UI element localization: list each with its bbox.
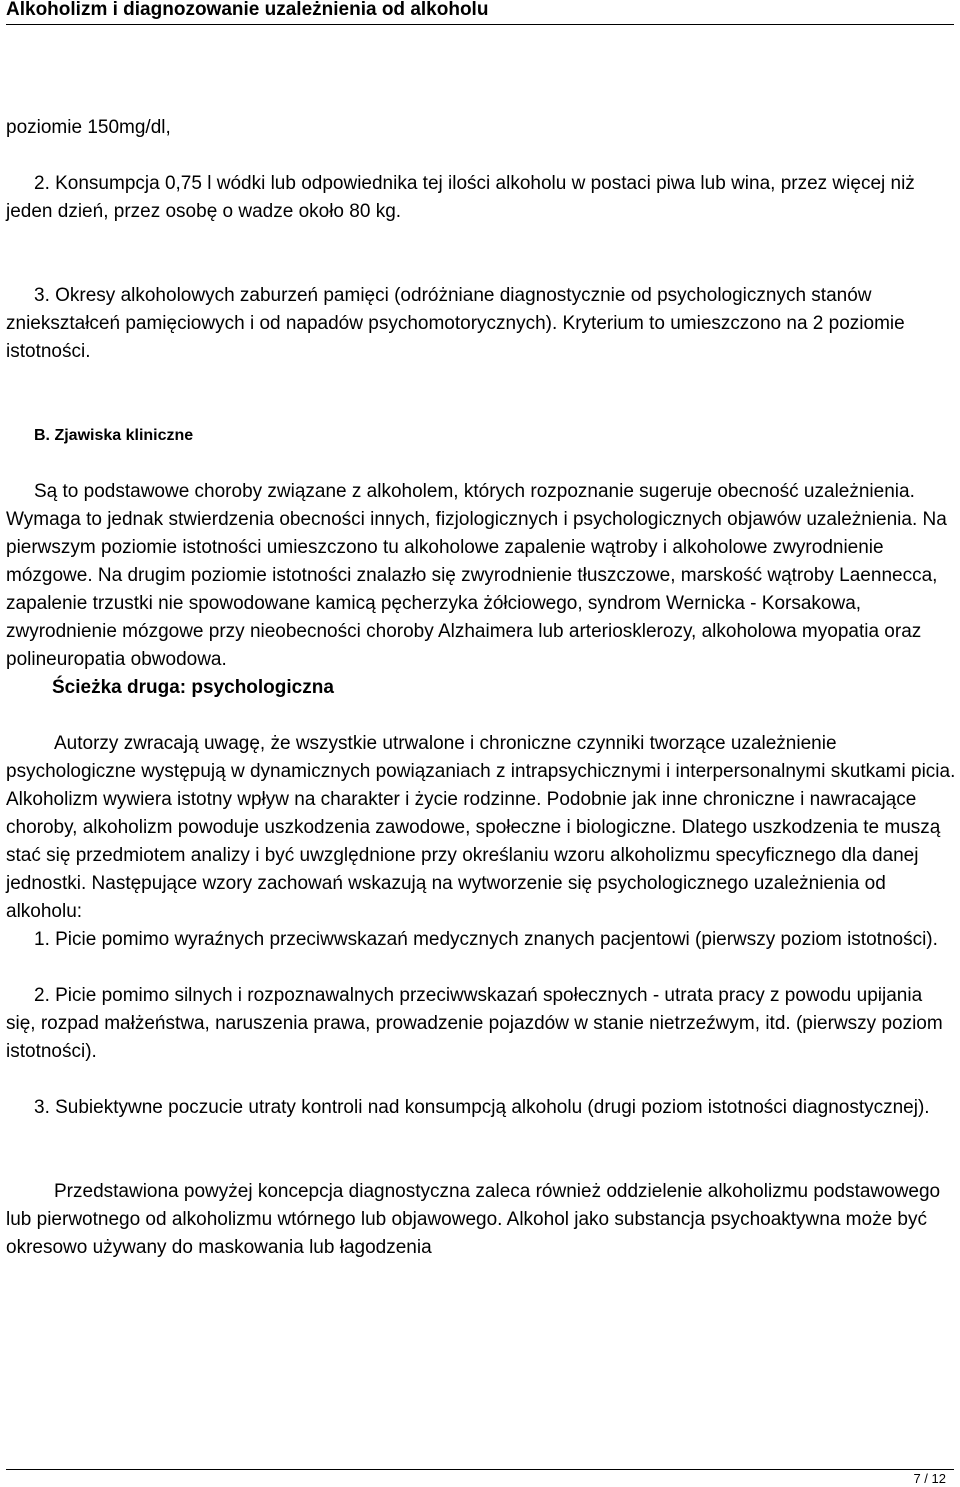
paragraph-psychological: Autorzy zwracają uwagę, że wszystkie utrwalone i chroniczne czynniki tworzące uzależnienie psychologiczne występują w dynamicznych powiązaniach z intrapsychicznymi i interpersonalnymi skutkami picia. Alkoholizm wywiera istotny wpływ na charakter i życie rodzinne. Podobnie jak inne chroniczne i nawracające choroby, alkoholizm powoduje uszkodzenia zawodowe, społeczne i biologiczne. Dlatego uszkodzenia te muszą stać się przedmiotem analizy i być uwzględnione przy określaniu wzoru alkoholizmu specyficznego dla danej jednostki. Następujące wzory zachowań wskazują na wytworzenie się psychologicznego uzależnienia od alkoholu: (6, 733, 956, 922)
page-header (6, 0, 954, 25)
section-heading: Ścieżka druga: psychologiczna (52, 677, 334, 698)
spacer (6, 366, 956, 422)
footer-divider (6, 1469, 954, 1470)
page-number: 7 / 12 (913, 1471, 946, 1486)
list-item-3b: 3. Subiektywne poczucie utraty kontroli nad konsumpcją alkoholu (drugi poziom istotności diagnostycznej). (34, 1097, 930, 1118)
spacer (6, 226, 956, 282)
list-item-2: 2. Konsumpcja 0,75 l wódki lub odpowiednika tej ilości alkoholu w postaci piwa lub wina, przez więcej niż jeden dzień, przez osobę o wadze około 80 kg. (6, 173, 915, 222)
paragraph-concept: Przedstawiona powyżej koncepcja diagnostyczna zaleca również oddzielenie alkoholizmu podstawowego lub pierwotnego od alkoholizmu wtórnego lub objawowego. Alkohol jako substancja psychoaktywna może być okresowo używany do maskowania lub łagodzenia (6, 1181, 941, 1258)
spacer (6, 1122, 956, 1178)
document-title: Alkoholizm i diagnozowanie uzależnienia od alkoholu (6, 0, 489, 20)
list-item-3: 3. Okresy alkoholowych zaburzeń pamięci (odróżniane diagnostycznie od psychologicznych stanów zniekształceń pamięciowych i od napadów psychomotorycznych). Kryterium to umieszczono na 2 poziomie istotności. (6, 285, 905, 362)
subsection-heading: B. Zjawiska kliniczne (34, 427, 194, 444)
list-item-2b: 2. Picie pomimo silnych i rozpoznawalnych przeciwwskazań społecznych - utrata pracy z powodu upijania się, rozpad małżeństwa, naruszenia prawa, prowadzenie pojazdów w stanie nietrzeźwym, itd. (pierwszy poziom istotności). (6, 985, 943, 1062)
spacer (6, 954, 956, 982)
document-body (6, 114, 956, 1262)
paragraph-clinical: Są to podstawowe choroby związane z alkoholem, których rozpoznanie sugeruje obecność uzależnienia. Wymaga to jednak stwierdzenia obecności innych, fizjologicznych i psychologicznych objawów uzależnienia. Na pierwszym poziomie istotności umieszczono tu alkoholowe zapalenie wątroby i alkoholowe zwyrodnienie mózgowe. Na drugim poziomie istotności znalazło się zwyrodnienie tłuszczowe, marskość wątroby Laennecca, zapalenie trzustki nie spowodowane kamicą pęcherzyka żółciowego, syndrom Wernicka - Korsakowa, zwyrodnienie mózgowe przy nieobecności choroby Alzhaimera lub arteriosklerozy, alkoholowa myopatia oraz polineuropatia obwodowa. (6, 481, 947, 670)
spacer (6, 1066, 956, 1094)
spacer (6, 142, 956, 170)
spacer (6, 702, 956, 730)
list-item-1: 1. Picie pomimo wyraźnych przeciwwskazań medycznych znanych pacjentowi (pierwszy poziom istotności). (34, 929, 938, 950)
spacer (6, 450, 956, 478)
paragraph-continuation: poziomie 150mg/dl, (6, 117, 171, 138)
